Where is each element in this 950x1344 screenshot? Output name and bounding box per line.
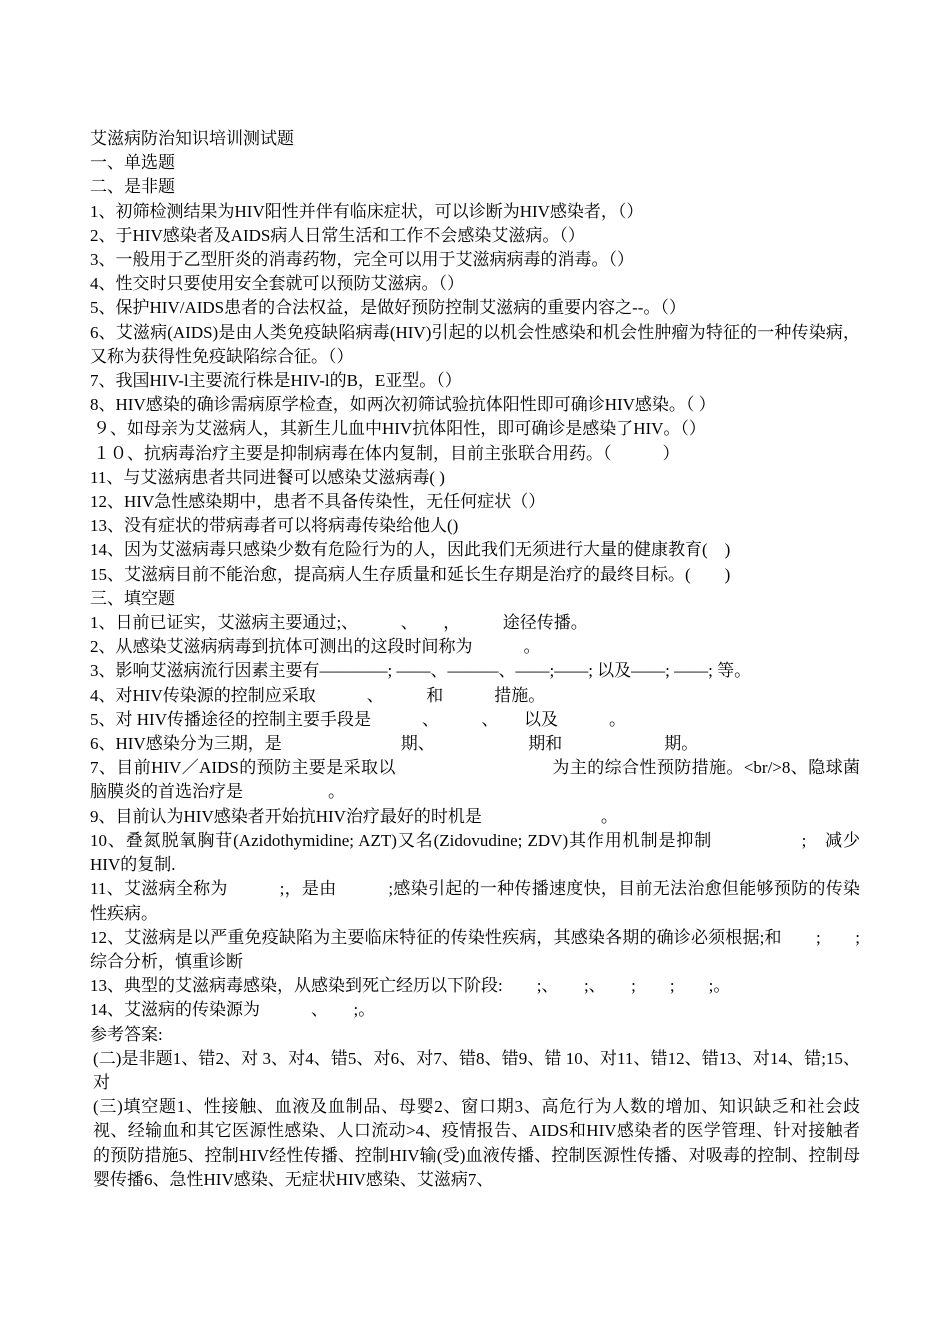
page-title: 艾滋病防治知识培训测试题 bbox=[90, 129, 294, 148]
tf-question: 7、我国HIV-l主要流行株是HIV-l的B，E亚型。（） bbox=[90, 371, 462, 391]
fill-question: 13、典型的艾滋病毒感染，从感染到死亡经历以下阶段: ;、 ;、 ; ; ;。 bbox=[90, 976, 731, 996]
fill-question: 6、HIV感染分为三期，是 期、 期和 期。 bbox=[90, 734, 699, 754]
fill-question: 10、叠氮脱氧胸苷(Azidothymidine; AZT)又名(Zidovudine; ZDV)其作用机制是抑制 ; 减少HIV的复制. bbox=[90, 830, 860, 875]
tf-question: １０、抗病毒治疗主要是抑制病毒在体内复制，目前主张联合用药。（ ） bbox=[93, 443, 680, 463]
tf-question: 14、因为艾滋病毒只感染少数有危险行为的人，因此我们无须进行大量的健康教育( ) bbox=[90, 540, 731, 560]
fill-question: 12、艾滋病是以严重免疫缺陷为主要临床特征的传染性疾病，其感染各期的确诊必须根据;和 ; ;综合分析，慎重诊断 bbox=[90, 927, 860, 971]
tf-question: 15、艾滋病目前不能治愈，提高病人生存质量和延长生存期是治疗的最终目标。( ) bbox=[90, 564, 731, 584]
fill-question: 1、日前已证实，艾滋病主要通过;、 、 ， 途径传播。 bbox=[90, 613, 588, 633]
fill-question: 11、艾滋病全称为 ;，是由 ;感染引起的一种传播速度快，目前无法治愈但能够预防的传染性疾病。 bbox=[90, 879, 860, 923]
fill-question: 2、从感染艾滋病病毒到抗体可测出的这段时间称为 。 bbox=[90, 637, 541, 657]
section-heading-single-choice: 一、单选题 bbox=[90, 153, 175, 173]
answers-fill-in: (三)填空题1、性接触、血液及血制品、母婴2、窗口期3、高危行为人数的增加、知识缺乏和社会歧视、经输血和其它医源性感染、人口流动>4、疫情报告、AIDS和HIV感染者的医学管理、针对接触者的预防措施5、控制HIV经性传播、控制HIV输(受)血液传播、控制医源性传播、对吸毒的控制、控制母婴传播6、急性HIV感染、无症状HIV感染、艾滋病7、 bbox=[93, 1097, 860, 1189]
answers-true-false: (二)是非题1、错2、对 3、对4、错5、对6、对7、错8、错9、错 10、对11、错12、错13、对14、错;15、对 bbox=[93, 1048, 860, 1092]
tf-question: ９、如母亲为艾滋病人，其新生儿血中HIV抗体阳性，即可确诊是感染了HIV。（） bbox=[93, 419, 706, 439]
tf-question: 6、艾滋病(AIDS)是由人类免疫缺陷病毒(HIV)引起的以机会性感染和机会性肿瘤为特征的一种传染病，又称为获得性免疫缺陷综合征。（） bbox=[90, 322, 860, 366]
document-body bbox=[90, 127, 860, 1192]
tf-question: 8、HIV感染的确诊需病原学检查，如两次初筛试验抗体阳性即可确诊HIV感染。（ ） bbox=[90, 395, 716, 415]
tf-question: 13、没有症状的带病毒者可以将病毒传染给他人() bbox=[90, 516, 459, 536]
fill-question: 7、目前HIV／AIDS的预防主要是采取以 为主的综合性预防措施。<br/>8、隐球菌脑膜炎的首选治疗是 。 bbox=[90, 758, 860, 802]
tf-question: 11、与艾滋病患者共同进餐可以感染艾滋病毒( ) bbox=[90, 467, 445, 487]
tf-question: 4、性交时只要使用安全套就可以预防艾滋病。（） bbox=[90, 274, 464, 294]
fill-question: 4、对HIV传染源的控制应采取 、 和 措施。 bbox=[90, 685, 546, 705]
tf-question: 1、初筛检测结果为HIV阳性并伴有临床症状，可以诊断为HIV感染者，（） bbox=[90, 201, 644, 221]
tf-question: 5、保护HIV/AIDS患者的合法权益，是做好预防控制艾滋病的重要内容之--。（） bbox=[90, 298, 686, 318]
tf-question: 12、HIV急性感染期中，患者不具备传染性，无任何症状（） bbox=[90, 492, 546, 512]
section-heading-true-false: 二、是非题 bbox=[90, 177, 175, 197]
answers-heading: 参考答案: bbox=[90, 1024, 163, 1044]
section-heading-fill-in: 三、填空题 bbox=[90, 588, 175, 608]
fill-question: 9、目前认为HIV感染者开始抗HIV治疗最好的时机是 。 bbox=[90, 806, 618, 826]
fill-question: 5、对 HIV传播途径的控制主要手段是 、 、 以及 。 bbox=[90, 709, 626, 729]
tf-question: 2、于HIV感染者及AIDS病人日常生活和工作不会感染艾滋病。（） bbox=[90, 225, 585, 245]
fill-question: 14、艾滋病的传染源为 、 ;。 bbox=[90, 1000, 376, 1020]
fill-question: 3、影响艾滋病流行因素主要有————; ——、———、——;——; 以及——; ——; 等。 bbox=[90, 661, 752, 681]
tf-question: 3、一般用于乙型肝炎的消毒药物，完全可以用于艾滋病病毒的消毒。（） bbox=[90, 250, 634, 270]
